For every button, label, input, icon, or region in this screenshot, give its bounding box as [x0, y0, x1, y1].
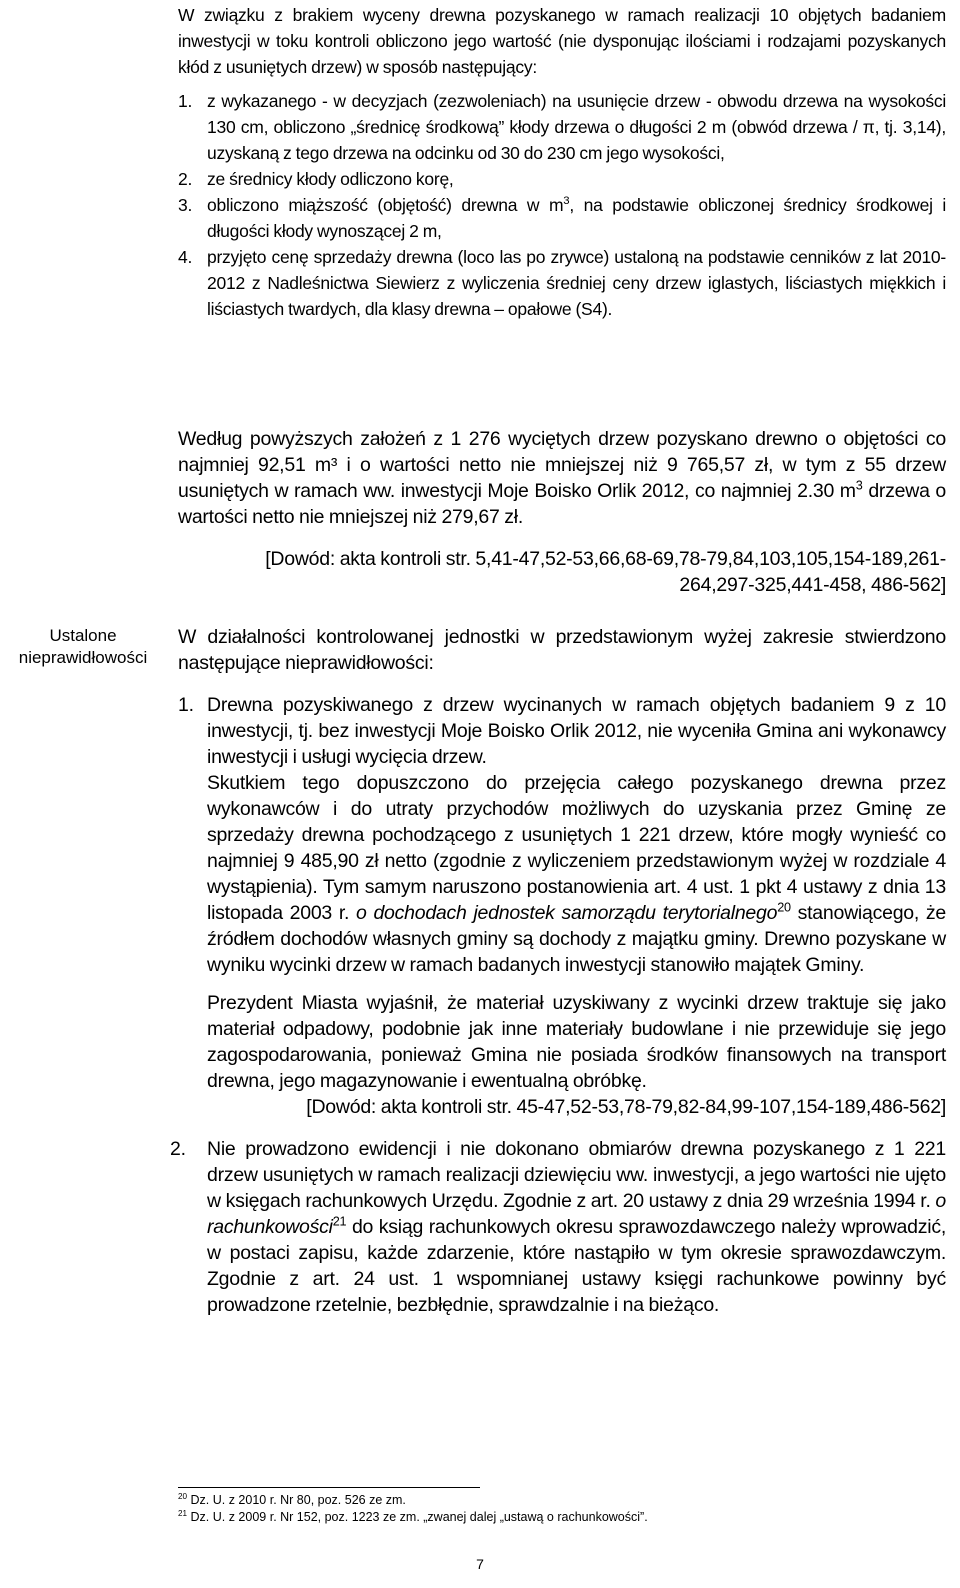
summary-paragraph: [178, 426, 946, 530]
footnote-text: Dz. U. z 2010 r. Nr 80, poz. 526 ze zm.: [190, 1493, 406, 1507]
step-text-cont: , na podstawie obliczonej średnicy środkowej i długości kłody wynoszącej 2 m,: [207, 195, 946, 241]
finding-1-para3: Prezydent Miasta wyjaśnił, że materiał uzyskiwany z wycinki drzew traktuje się jako materiał odpadowy, podobnie jak inne materiały budowlane i nie przewiduje się jego zagospodarowania, ponieważ Gmina nie posiada środków finansowych na transport drewna, jego magazynowanie i ewentualną obróbkę.: [207, 992, 946, 1092]
step-text: obliczono miąższość (objętość) drewna w m: [207, 195, 564, 215]
step-text: przyjęto cenę sprzedaży drewna (loco las po zrywce) ustaloną na podstawie cenników z lat 2010-2012 z Nadleśnictwa Siewierz z wyliczenia średniej ceny drzew iglastych, liściastych miękkich i liściastych twardych, dla klasy drewna – opałowe (S4).: [207, 247, 946, 319]
footnote-divider: [178, 1487, 480, 1488]
finding-1: [178, 692, 946, 1120]
finding-1-para2: [207, 770, 946, 978]
step-number: 1.: [178, 91, 193, 111]
footnote-ref-21: 21: [332, 1214, 347, 1229]
finding-2: [170, 1136, 946, 1318]
finding-1-para1: Drewna pozyskiwanego z drzew wycinanych w ramach objętych badaniem 9 z 10 inwestycji, tj. bez inwestycji Moje Boisko Orlik 2012, nie wyceniła Gmina ani wykonawcy inwestycji i usługi wycięcia drzew.: [207, 694, 946, 768]
footnote-item: [178, 1492, 878, 1509]
margin-label-line1: Ustalone: [49, 626, 117, 645]
superscript: 3: [855, 478, 863, 493]
intro-section: [178, 2, 946, 322]
finding-number: 2.: [170, 1138, 186, 1160]
step-number: 3.: [178, 195, 193, 215]
margin-label-line2: nieprawidłowości: [18, 648, 148, 667]
margin-label-irregularities: [0, 625, 166, 669]
act-title-italic: o rachunkowości: [207, 1190, 946, 1238]
step-number: 4.: [178, 247, 193, 267]
summary-text: Według powyższych założeń z 1 276 wyciętych drzew pozyskano drewno o objętości co najmniej 92,51 m³ i o wartości netto nie mniejszej niż 9 765,57 zł, w tym z 55 drzew usuniętych w ramach ww. inwestycji Moje Boisko Orlik 2012, co najmniej 2.30 m: [178, 428, 946, 502]
findings-section: [170, 624, 946, 1318]
finding-1-proof: [Dowód: akta kontroli str. 45-47,52-53,78-79,82-84,99-107,154-189,486-562]: [306, 1096, 946, 1118]
footnote-item: [178, 1509, 878, 1526]
footnote-number: 20: [178, 1491, 188, 1501]
finding-2-para: [207, 1136, 946, 1318]
step-text: ze średnicy kłody odliczono korę,: [207, 169, 454, 189]
footnotes: [178, 1492, 878, 1526]
step-item: [178, 192, 946, 244]
footnote-ref-20: 20: [777, 900, 791, 915]
act-title-italic: o dochodach jednostek samorządu terytorialnego: [356, 902, 778, 924]
finding-1-para2-text: Skutkiem tego dopuszczono do przejęcia całego pozyskanego drewna przez wykonawców i do utraty przychodów możliwych do uzyskania przez Gminę ze sprzedaży drewna pochodzącego z usuniętych 1 221 drzew, które mogły wynieść co najmniej 9 485,90 zł netto (zgodnie z wyliczeniem przedstawionym wyżej w rozdziale 4 wystąpienia). Tym samym naruszono postanowienia art. 4 ust. 1 pkt 4 ustawy z dnia 13 listopada 2003 r.: [207, 772, 946, 924]
proof-reference: [Dowód: akta kontroli str. 5,41-47,52-53,66,68-69,78-79,84,103,105,154-189,261-264,297-325,441-458, 486-562]: [265, 548, 946, 596]
summary-text-cont: drzewa o wartości netto nie mniejszej niż 279,67 zł.: [178, 480, 946, 528]
finding-2-text-cont: do ksiąg rachunkowych okresu sprawozdawczego należy wprowadzić, w postaci zapisu, każde zdarzenie, które nastąpiło w tym okresie sprawozdawczym. Zgodnie z art. 24 ust. 1 wspomnianej ustawy księgi rachunkowe powinny być prowadzone rzetelnie, bezbłędnie, sprawdzalnie i na bieżąco.: [207, 1216, 946, 1316]
step-text: z wykazanego - w decyzjach (zezwoleniach) na usunięcie drzew - obwodu drzewa na wysokości 130 cm, obliczono „średnicę środkową” kłody drzewa o długości 2 m (obwód drzewa / π, tj. 3,14), uzyskaną z tego drzewa na odcinku od 30 do 230 cm jego wysokości,: [207, 91, 946, 163]
finding-2-text: Nie prowadzono ewidencji i nie dokonano obmiarów drewna pozyskanego z 1 221 drzew usuniętych w ramach realizacji dziewięciu ww. inwestycji, a jego wartości nie ujęto w księgach rachunkowych Urzędu. Zgodnie z art. 20 ustawy z dnia 29 września 1994 r.: [207, 1138, 946, 1212]
intro-paragraph: W związku z brakiem wyceny drewna pozyskanego w ramach realizacji 10 objętych badaniem inwestycji w toku kontroli obliczono jego wartość (nie dysponując ilościami i rodzajami pozyskanych kłód z usuniętych drzew) w sposób następujący:: [178, 5, 946, 77]
step-item: [178, 88, 946, 166]
step-item: [178, 244, 946, 322]
footnote-number: 21: [178, 1508, 188, 1518]
calculation-steps: [178, 88, 946, 322]
page-number: 7: [476, 1556, 484, 1572]
summary-section: [178, 426, 946, 598]
step-number: 2.: [178, 169, 193, 189]
footnote-text: Dz. U. z 2009 r. Nr 152, poz. 1223 ze zm. „zwanej dalej „ustawą o rachunkowości”.: [190, 1510, 648, 1524]
step-item: [178, 166, 946, 192]
finding-number: 1.: [178, 694, 194, 716]
superscript: 3: [563, 195, 570, 208]
findings-intro: W działalności kontrolowanej jednostki w przedstawionym wyżej zakresie stwierdzono następujące nieprawidłowości:: [178, 626, 946, 674]
finding-1-para2-cont: stanowiącego, że źródłem dochodów własnych gminy są dochody z majątku gminy. Drewno pozyskane w wyniku wycinki drzew w ramach badanych inwestycji stanowiło majątek Gminy.: [207, 902, 946, 976]
